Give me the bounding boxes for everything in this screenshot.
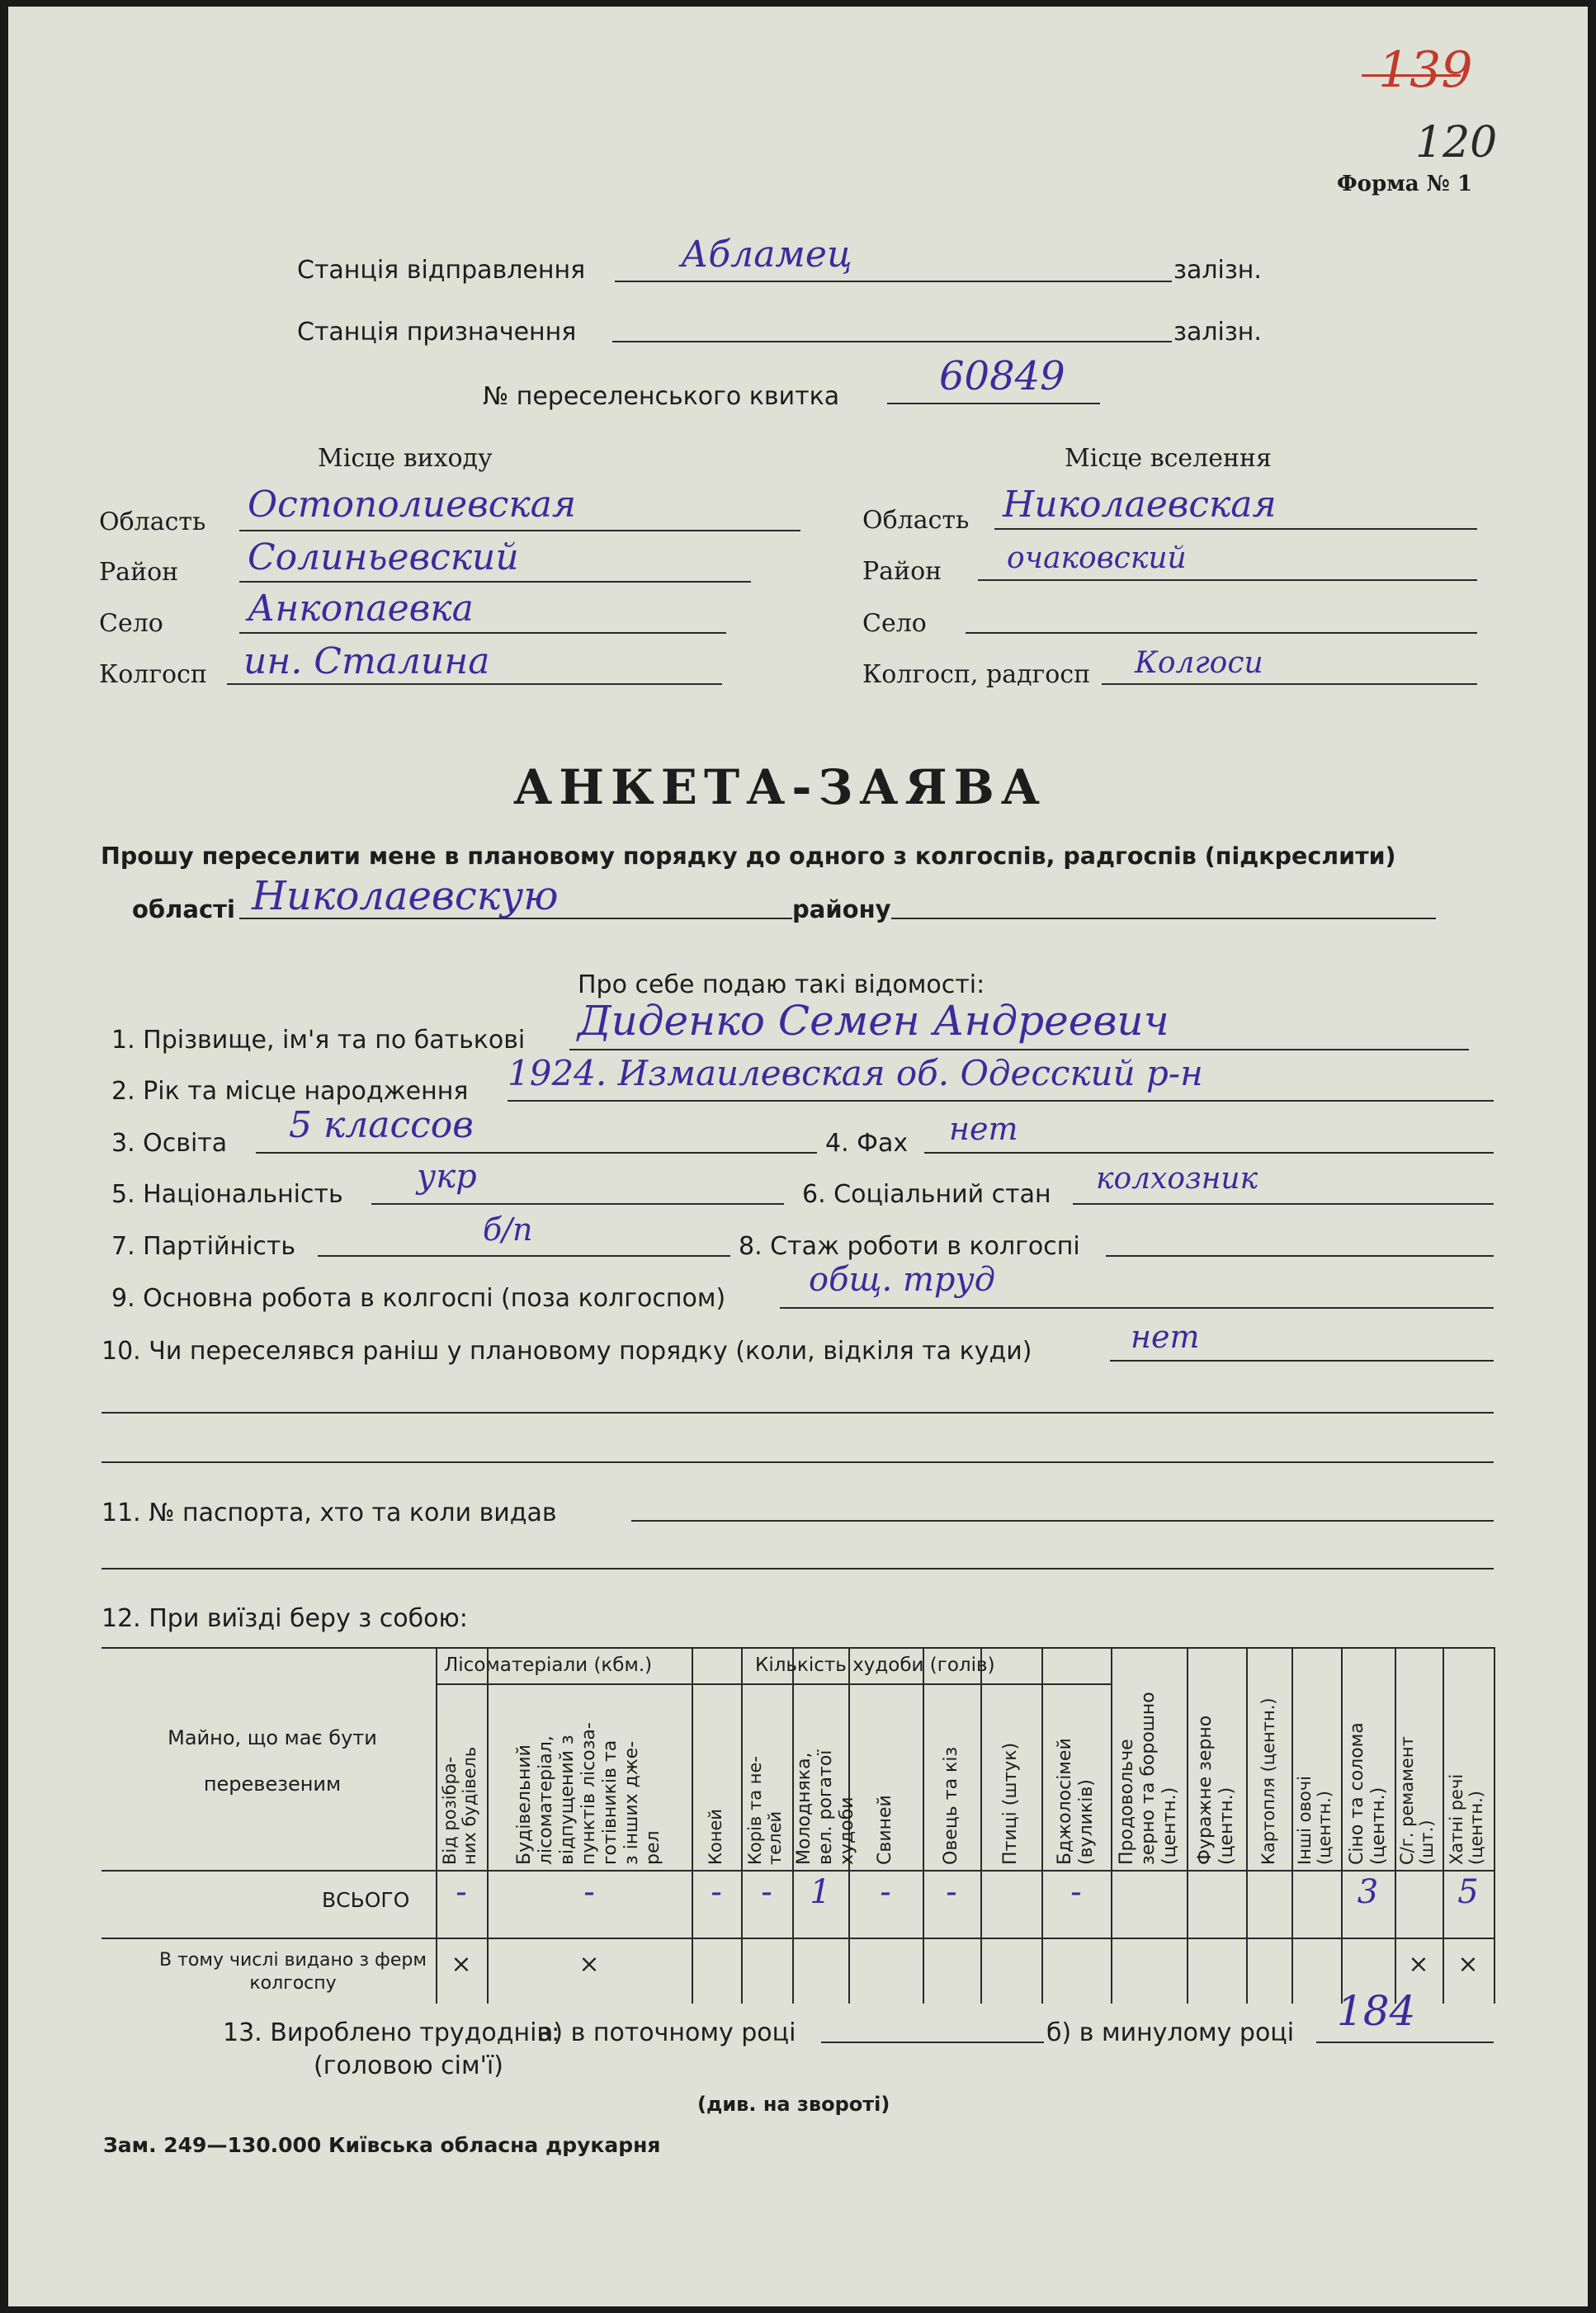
field-9-line [780,1307,1494,1309]
ticket-line [887,403,1100,404]
table-column-border [741,1647,743,2004]
table-column-border [1111,1647,1112,2004]
origin-oblast-line [239,530,800,531]
origin-selo-label: Село [99,609,163,638]
field-7-label: 7. Партійність [111,1232,296,1261]
table-cell: - [761,1873,772,1911]
field-11-label: 11. № паспорта, хто та коли видав [102,1499,557,1527]
table-cell: - [456,1873,467,1911]
field-13-a-label: а) в поточному році [538,2018,796,2047]
request-oblast-label: області [132,895,235,923]
field-8-label: 8. Стаж роботи в колгоспі [739,1232,1080,1261]
settlement-kolhosp-line [1102,683,1477,685]
turn-note: (див. на звороті) [697,2093,890,2116]
origin-kolhosp-line [227,683,722,685]
field-12-label: 12. При виїзді беру з собою: [102,1604,468,1633]
table-column-header: Інші овочі (центн.) [1295,1776,1334,1865]
request-text: Прошу переселити мене в плановому порядку до одного з колгоспів, радгоспів (підкреслити) [101,843,1396,870]
table-column-header: Картопля (центн.) [1258,1697,1278,1865]
table-column-header: Від розібра- них будівель [440,1746,479,1865]
row-farm-label: В тому числі видано з ферм колгоспу [159,1950,427,1994]
field-13-sub: (головою сім'ї) [314,2051,503,2080]
departure-line [615,281,1172,282]
settlement-kolhosp-value: Колгоси [1135,646,1263,680]
settlement-selo-line [966,632,1477,634]
table-cell: × [578,1950,600,1979]
origin-rayon-label: Район [99,558,179,587]
table-column-border [1494,1647,1495,2004]
settlement-oblast-line [994,528,1477,530]
field-13-label: 13. Вироблено трудоднів: [223,2018,560,2047]
table-column-border [1341,1647,1343,2004]
table-cell: - [583,1873,595,1911]
table-cell: - [880,1873,891,1911]
table-column-header: Коней [706,1808,725,1865]
settlement-kolhosp-label: Колгосп, радгосп [862,660,1091,689]
field-3-label: 3. Освіта [111,1129,228,1158]
form-page [8,7,1588,2306]
table-cell: 3 [1357,1873,1379,1911]
settlement-oblast-value: Николаевская [1003,484,1277,526]
field-6-value: колхозник [1096,1162,1258,1196]
settlement-rayon-line [978,579,1477,581]
table-cell: - [946,1873,957,1911]
departure-suffix: залізн. [1173,256,1262,285]
settlement-selo-label: Село [862,609,927,638]
field-4-line [924,1152,1494,1154]
table-column-header: Свиней [875,1795,895,1865]
field-8-line [1106,1255,1494,1257]
field-2-line [508,1100,1494,1102]
table-cell: - [1070,1873,1082,1911]
field-13-a-line [821,2042,1044,2043]
field-13-b-label: б) в минулому році [1046,2018,1295,2047]
form-number: Форма № 1 [1337,172,1473,196]
struck-number: 139 [1378,41,1473,99]
table-column-border [1246,1647,1248,2004]
origin-oblast-value: Остополиевская [248,484,577,526]
field-11-line-2 [102,1568,1494,1570]
field-6-line [1073,1203,1494,1205]
field-7-value: б/п [483,1211,533,1248]
destination-suffix: залізн. [1173,318,1262,347]
timber-group-label: Лісоматеріали (кбм.) [444,1655,653,1676]
field-10-line-3 [102,1461,1494,1463]
field-10-label: 10. Чи переселявся раніш у плановому порядку (коли, відкіля та куди) [102,1337,1032,1366]
table-cell: - [711,1873,722,1911]
field-10-value: нет [1131,1319,1200,1355]
field-5-line [371,1203,784,1205]
origin-rayon-value: Солиньевский [248,536,519,578]
settlement-heading: Місце вселення [1065,444,1272,473]
field-10-line-2 [102,1412,1494,1414]
table-header-bottom [102,1870,1494,1872]
field-9-value: общ. труд [809,1261,996,1299]
field-2-value: 1924. Измаилевская об. Одесский р-н [508,1053,1203,1093]
table-column-border [692,1647,693,2004]
origin-oblast-label: Область [99,507,206,536]
table-row-divider [102,1938,1494,1939]
table-cell: × [451,1950,472,1979]
table-column-header: Сіно та солома (центн.) [1346,1722,1389,1865]
table-column-border [1291,1647,1293,2004]
settlement-oblast-label: Область [862,506,970,535]
field-10-line [1110,1360,1494,1362]
table-column-border [1187,1647,1188,2004]
field-13-b-line [1316,2042,1494,2043]
table-column-border [980,1647,982,2004]
table-column-header: С/г. ремамент (шт.) [1397,1736,1437,1865]
field-4-label: 4. Фах [825,1129,909,1158]
ticket-value: 60849 [939,353,1065,399]
table-column-header: Хатні речі (центн.) [1447,1773,1486,1865]
table-column-header: Фуражне зерно (центн.) [1195,1715,1237,1865]
livestock-group-label: Кількість худоби (голів) [755,1655,995,1676]
field-2-label: 2. Рік та місце народження [111,1077,469,1106]
origin-rayon-line [239,581,751,583]
printer-line: Зам. 249—130.000 Київська обласна друкарня [103,2133,661,2157]
origin-kolhosp-label: Колгосп [99,660,207,689]
field-4-value: нет [949,1111,1018,1147]
field-13-b-value: 184 [1337,1987,1416,2035]
table-column-header: Будівельний лісоматеріал, відпущений з пунктів лісоза- готівників та з інших дже- рел [514,1722,663,1865]
field-5-label: 5. Національність [111,1180,343,1209]
origin-selo-value: Анкопаевка [248,588,474,630]
archive-number: 120 [1415,118,1498,168]
departure-label: Станція відправлення [297,256,586,285]
table-column-header: Продовольче зерно та борошно (центн.) [1117,1692,1180,1865]
table-cell: 1 [810,1873,831,1911]
origin-kolhosp-value: ин. Сталина [243,640,490,682]
field-9-label: 9. Основна робота в колгоспі (поза колгоспом) [111,1284,726,1313]
field-3-value: 5 классов [289,1104,474,1146]
field-7-line [318,1255,730,1257]
page-title: АНКЕТА-ЗАЯВА [513,759,1046,815]
table-column-header: Овець та кіз [941,1746,961,1865]
table-column-header: Молодняка, вел. рогатої худоби [794,1749,857,1865]
settlement-rayon-value: очаковский [1007,541,1187,575]
table-column-header: Птиці (штук) [1000,1742,1021,1865]
field-3-line [256,1152,817,1154]
request-oblast-value: Николаевскую [252,873,559,919]
timber-group-underline [436,1683,692,1685]
settlement-rayon-label: Район [862,557,942,586]
intro-text: Про себе подаю такі відомості: [578,970,985,999]
table-cell: × [1457,1950,1479,1979]
property-label: Майно, що має бути перевезеним [168,1726,377,1796]
field-6-label: 6. Соціальний стан [802,1180,1051,1209]
field-1-label: 1. Прізвище, ім'я та по батькові [111,1026,526,1055]
table-cell: × [1408,1950,1429,1979]
request-rayon-label: району [792,895,891,923]
row-total-label: ВСЬОГО [322,1888,410,1912]
origin-selo-line [239,632,726,634]
table-column-header: Корів та не- телей [745,1756,785,1865]
strike-line [1362,74,1461,77]
field-5-value: укр [417,1158,477,1196]
destination-line [612,341,1172,342]
departure-value: Абламец [681,234,852,276]
table-column-header: Бджолосімей (вуликів) [1055,1738,1097,1865]
table-cell: 5 [1457,1873,1479,1911]
livestock-group-underline [692,1683,1111,1685]
table-top-border [102,1647,1494,1649]
field-1-value: Диденко Семен Андреевич [578,997,1169,1045]
request-rayon-line [891,918,1436,919]
field-1-line [569,1049,1469,1050]
origin-heading: Місце виходу [318,444,493,473]
ticket-label: № переселенського квитка [483,382,840,411]
destination-label: Станція призначення [297,318,577,347]
table-column-border [923,1647,924,2004]
field-11-line [631,1520,1494,1522]
table-column-border [1041,1647,1043,2004]
